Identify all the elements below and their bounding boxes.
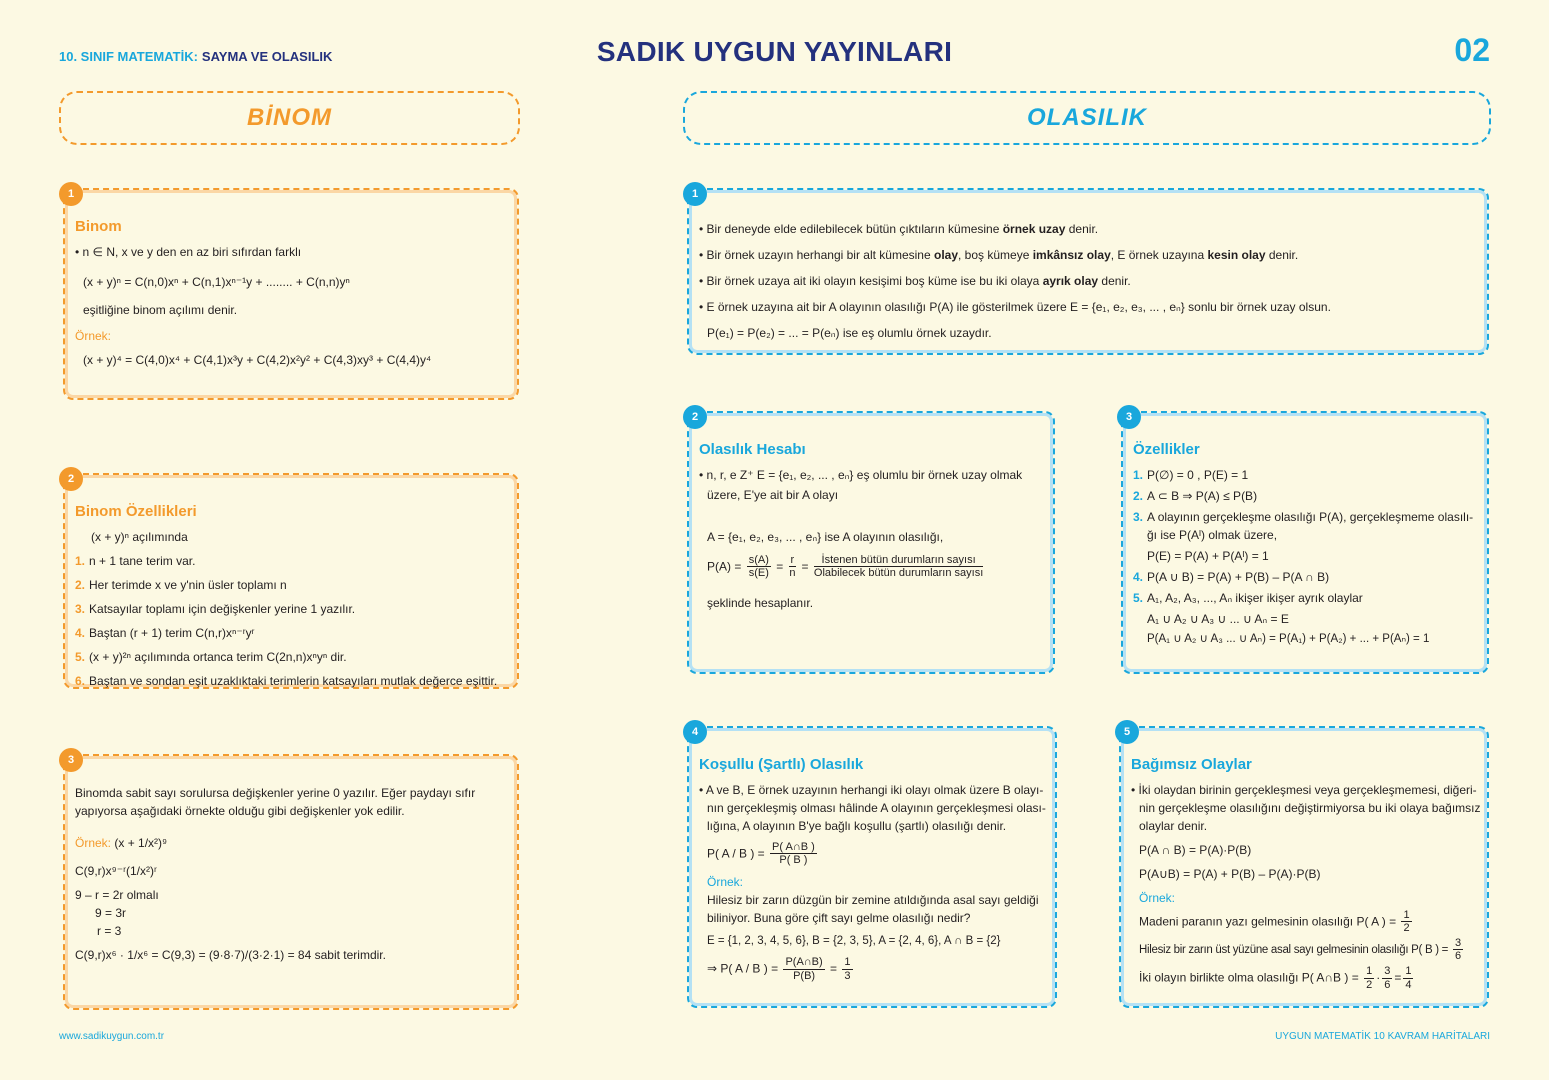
formula-lhs: P(A) =	[707, 558, 742, 573]
card-title: Özellikler	[1133, 441, 1200, 458]
card-number-badge: 2	[683, 405, 707, 429]
olasilik-card-1	[687, 188, 1489, 355]
example-sets: E = {1, 2, 3, 4, 5, 6}, B = {2, 3, 5}, A = {2, 4, 6}, A ∩ B = {2}	[707, 934, 1001, 947]
list-item: 1. P(∅) = 0 , P(E) = 1	[1133, 467, 1249, 482]
olasilik-card-3	[1121, 411, 1489, 674]
list-item	[75, 552, 507, 570]
step-formula: C(9,r)x⁹⁻ʳ(1/x²)ʳ	[75, 864, 157, 878]
card-number-badge: 5	[1115, 720, 1139, 744]
property-list	[1133, 466, 1477, 648]
example-label: Örnek:	[75, 328, 112, 343]
item-text: n + 1 tane terim var.	[89, 553, 196, 568]
card-title: Bağımsız Olaylar	[1131, 756, 1252, 773]
definition-text: nin gerçekleşme olasılığını değiştirmiyorsa bu iki olaya bağımsız	[1139, 800, 1481, 815]
list-item: ğı ise P(Aᴵ) olmak üzere,	[1147, 527, 1278, 542]
olasilik-card-2	[687, 411, 1055, 674]
intro-text: (x + y)ⁿ açılımında	[91, 529, 188, 544]
list-item: P(A₁ ∪ A₂ ∪ A₃ ... ∪ Aₙ) = P(A₁) + P(A₂) + ... + P(Aₙ) = 1	[1147, 632, 1430, 645]
list-item: 4. P(A ∪ B) = P(A) + P(B) – P(A ∩ B)	[1133, 569, 1330, 584]
item-number: 3.	[75, 601, 86, 616]
footer-series-title: UYGUN MATEMATİK 10 KAVRAM HARİTALARI	[1275, 1031, 1490, 1042]
subject-label: 10. SINIF MATEMATİK:	[59, 49, 198, 64]
list-item	[75, 672, 507, 690]
list-item: 5. A₁, A₂, A₃, ..., Aₙ ikişer ikişer ayrık olaylar	[1133, 590, 1363, 605]
list-item: A₁ ∪ A₂ ∪ A₃ ∪ ... ∪ Aₙ = E	[1147, 611, 1289, 626]
example-text: Hilesiz bir zarın düzgün bir zemine atıldığında asal sayı geldiği	[707, 892, 1039, 907]
card-title: Binom	[75, 218, 122, 235]
list-item	[75, 648, 507, 666]
example-text: biliniyor. Buna göre çift sayı gelme olasılığı nedir?	[707, 910, 971, 925]
independence-formula: P(A ∩ B) = P(A)·P(B)	[1139, 842, 1252, 857]
example-line: Madeni paranın yazı gelmesinin olasılığı P( A ) = $\frac{1}{2}$	[1139, 908, 1410, 935]
step-formula: 9 – r = 2r olmalı	[75, 888, 159, 902]
example-result: ⇒ P( A / B ) = $\frac{P(A\cap B)}{P(B)}$ = $\frac{1}{3}$	[707, 956, 851, 982]
item-text: Baştan (r + 1) terim C(n,r)xⁿ⁻ʳyʳ	[89, 625, 255, 640]
card-number-badge: 1	[59, 182, 83, 206]
definition-text: • Bir örnek uzayın herhangi bir alt kümesine olay, boş kümeye imkânsız olay, E örnek uzayına kesin olay denir.	[699, 248, 1299, 262]
union-formula: P(A∪B) = P(A) + P(B) – P(A)·P(B)	[1139, 866, 1321, 881]
definition-text: • E örnek uzayına ait bir A olayının olasılığı P(A) ile gösterilmek üzere E = {e₁, e₂, e₃, ... , eₙ} sonlu bir örnek uzay olsun.	[699, 300, 1331, 314]
binom-formula: (x + y)ⁿ = C(n,0)xⁿ + C(n,1)xⁿ⁻¹y + ........ + C(n,n)yⁿ	[83, 274, 350, 289]
binom-card-3	[63, 754, 519, 1010]
paragraph-text: Binomda sabit sayı sorulursa değişkenler yerine 0 yazılır. Eğer paydayı sıfır	[75, 786, 476, 800]
list-item	[75, 624, 507, 642]
definition-text: • İki olaydan birinin gerçekleşmesi veya gerçekleşmemesi, diğeri-	[1131, 782, 1477, 797]
step-formula: 9 = 3r	[95, 906, 127, 920]
list-item	[75, 576, 507, 594]
list-item	[75, 600, 507, 618]
example-expression: (x + 1/x²)⁹	[114, 836, 168, 850]
item-number: 6.	[75, 673, 86, 688]
olasilik-card-4	[687, 726, 1057, 1008]
conditional-formula: P( A / B ) = $\frac{P( A\cap B )}{P( B )}$	[707, 840, 815, 867]
definition-text: • Bir örnek uzaya ait iki olayın kesişimi boş küme ise bu iki olaya ayrık olay denir.	[699, 274, 1131, 288]
definition-text: • Bir deneyde elde edilebilecek bütün çıktıların kümesine örnek uzay denir.	[699, 222, 1099, 236]
card-number-badge: 3	[1117, 405, 1141, 429]
section-header-binom: BİNOM	[59, 91, 520, 145]
definition-text: şeklinde hesaplanır.	[707, 595, 814, 610]
card-title: Olasılık Hesabı	[699, 441, 806, 458]
definition-text: lığına, A olayının B'ye bağlı koşullu (şartlı) olasılığı denir.	[707, 818, 1007, 833]
example-label: Örnek:	[707, 874, 744, 889]
item-text: Katsayılar toplamı için değişkenler yerine 1 yazılır.	[89, 601, 356, 616]
item-text: Her terimde x ve y'nin üsler toplamı n	[89, 577, 287, 592]
item-number: 1.	[75, 553, 86, 568]
example-label: Örnek:	[75, 836, 112, 850]
definition-text: A = {e₁, e₂, e₃, ... , eₙ} ise A olayının olasılığı,	[707, 529, 944, 544]
item-number: 4.	[75, 625, 86, 640]
paragraph-text: yapıyorsa aşağıdaki örnekte olduğu gibi değişkenler yok edilir.	[75, 804, 405, 818]
item-number: 5.	[75, 649, 86, 664]
item-text: (x + y)²ⁿ açılımında ortanca terim C(2n,n)xⁿyⁿ dir.	[89, 649, 347, 664]
definition-text: • n ∈ N, x ve y den en az biri sıfırdan farklı	[75, 244, 302, 259]
step-formula: r = 3	[97, 924, 122, 938]
property-list	[75, 552, 507, 690]
list-item: 2. A ⊂ B ⇒ P(A) ≤ P(B)	[1133, 488, 1258, 503]
olasilik-card-5	[1119, 726, 1489, 1008]
example-line: Hilesiz bir zarın üst yüzüne asal sayı gelmesinin olasılığı P( B ) = $\frac{3}{6}$	[1139, 936, 1461, 963]
binom-card-2	[63, 473, 519, 689]
definition-text: eşitliğine binom açılımı denir.	[83, 302, 238, 317]
definition-text: • A ve B, E örnek uzayının herhangi iki olayı olmak üzere B olayı-	[699, 782, 1044, 797]
definition-text: • n, r, e Z⁺ E = {e₁, e₂, ... , eₙ} eş olumlu bir örnek uzay olmak	[699, 467, 1023, 482]
footer-website[interactable]: www.sadikuygun.com.tr	[59, 1031, 165, 1042]
example-label: Örnek:	[1139, 890, 1176, 905]
binom-card-1	[63, 188, 519, 400]
example-formula: (x + y)⁴ = C(4,0)x⁴ + C(4,1)x³y + C(4,2)x²y² + C(4,3)xy³ + C(4,4)y⁴	[83, 352, 432, 367]
list-item: 3. A olayının gerçekleşme olasılığı P(A), gerçekleşmeme olasılı-	[1133, 509, 1474, 524]
definition-text: P(e₁) = P(e₂) = ... = P(eₙ) ise eş olumlu örnek uzaydır.	[707, 326, 992, 340]
probability-formula: P(A) = $\frac{s(A)}{s(E)}$ = $\frac{r}{n}$ = İstenen bütün durumların sayısı Olabilecek bütün durumların sayısı	[707, 553, 984, 580]
card-title: Binom Özellikleri	[75, 503, 197, 520]
card-number-badge: 3	[59, 748, 83, 772]
publisher-title: SADIK UYGUN YAYINLARI	[596, 36, 953, 67]
card-number-badge: 2	[59, 467, 83, 491]
definition-text: olaylar denir.	[1139, 818, 1208, 833]
card-number-badge: 1	[683, 182, 707, 206]
example-line: İki olayın birlikte olma olasılığı P( A∩B ) = $\frac{1}{2}$ · $\frac{3}{6}$ = $\frac{1}{4}$	[1139, 965, 1412, 991]
result-formula: C(9,r)x⁶ · 1/x⁶ = C(9,3) = (9·8·7)/(3·2·1) = 84 sabit terimdir.	[75, 948, 386, 962]
item-number: 2.	[75, 577, 86, 592]
definition-text: üzere, E'ye ait bir A olayı	[707, 487, 839, 502]
card-title: Koşullu (Şartlı) Olasılık	[699, 756, 864, 773]
list-item: P(E) = P(A) + P(Aᴵ) = 1	[1147, 548, 1269, 563]
card-number-badge: 4	[683, 720, 707, 744]
page-number: 02	[1454, 32, 1490, 68]
item-text: Baştan ve sondan eşit uzaklıktaki terimlerin katsayıları mutlak değerce eşittir.	[89, 673, 498, 688]
section-header-olasilik: OLASILIK	[683, 91, 1491, 145]
topic-label: SAYMA VE OLASILIK	[201, 49, 333, 64]
definition-text: nın gerçekleşmiş olması hâlinde A olayının gerçekleşmesi olası-	[707, 800, 1046, 815]
